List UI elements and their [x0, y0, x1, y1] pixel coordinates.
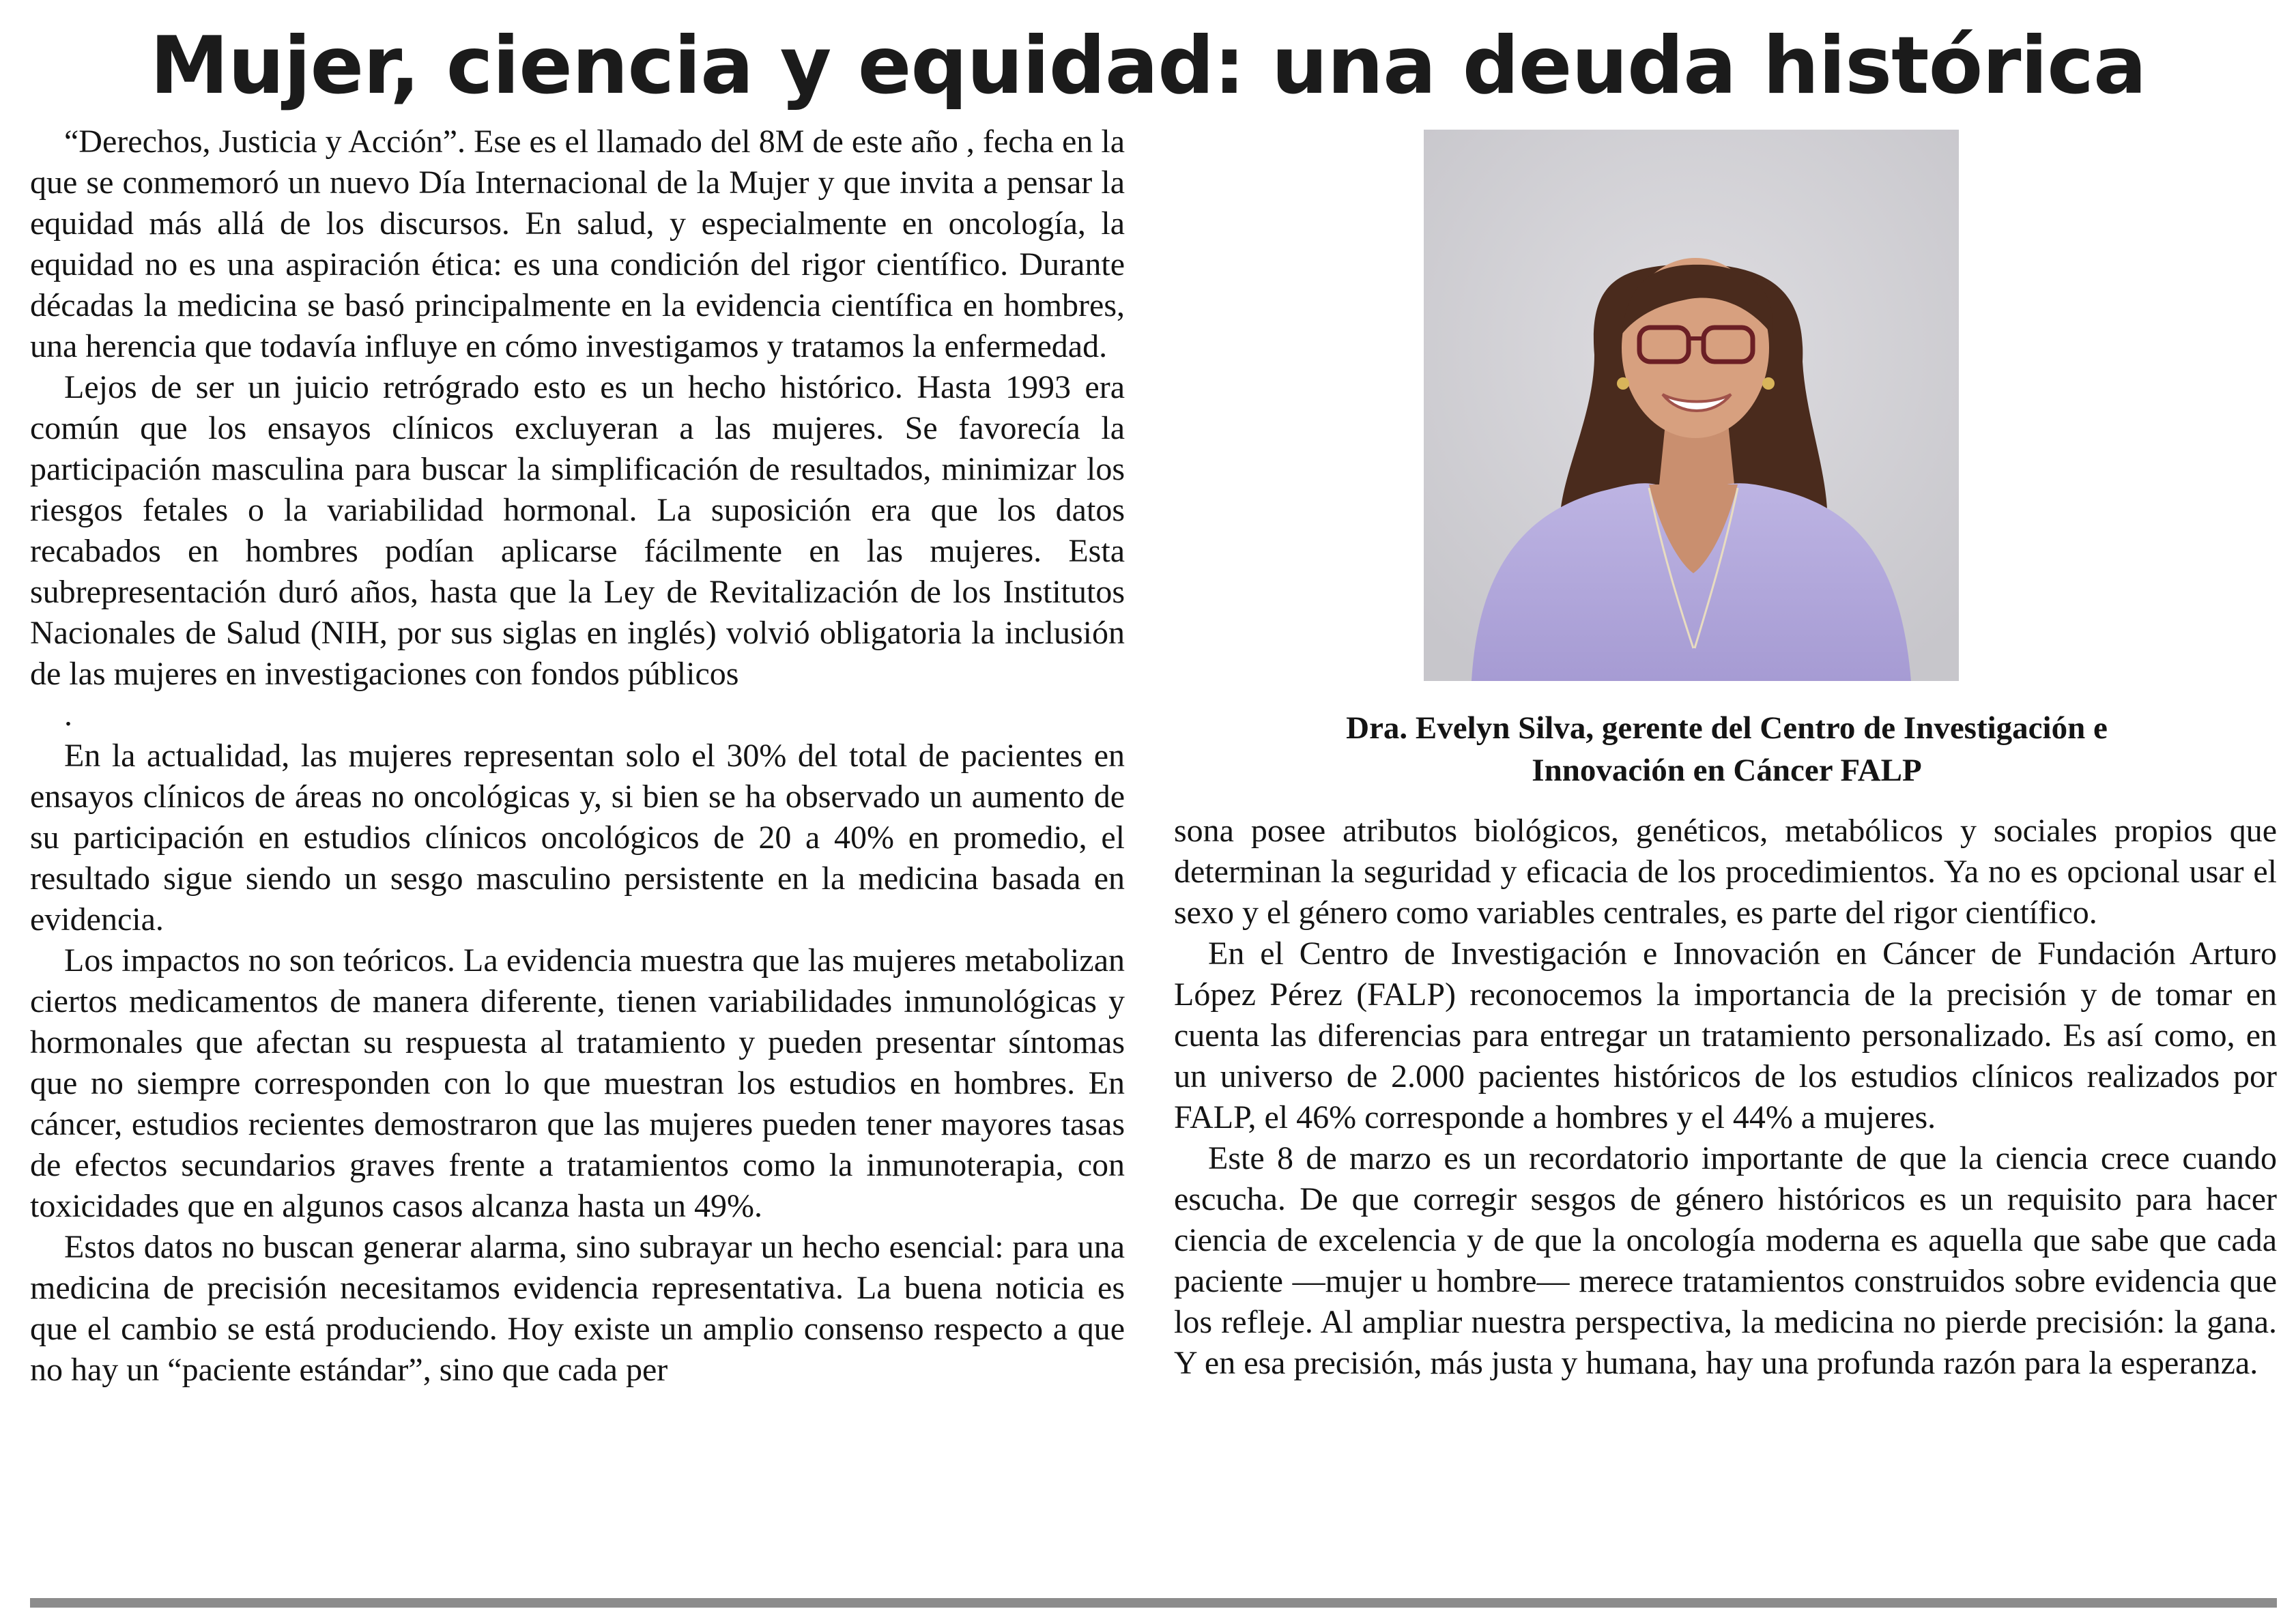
portrait-illustration [1424, 130, 1959, 681]
paragraph-1: “Derechos, Justicia y Acción”. Ese es el llamado del 8M de este año , fecha en la que se conmemoró un nuevo Día Internacional de la Mujer y que invita a pensar la equidad más allá de los discursos. En salud, y especialmente en oncología, la equidad no es una aspiración ética: es una condición del rigor científico. Durante décadas la medicina se basó principalmente en la evidencia científica en hombres, una herencia que todavía influye en cómo investigamos y tratamos la enfermedad. [30, 124, 1125, 364]
left-column [30, 121, 1125, 1391]
caption-line-2: Innovación en Cáncer FALP [1532, 753, 1922, 788]
stray-period: . [64, 697, 72, 733]
article-title: Mujer, ciencia y equidad: una deuda histórica [149, 20, 2147, 112]
paragraph-5: Estos datos no buscan generar alarma, sino subrayar un hecho esencial: para una medicina de precisión necesitamos evidencia representativa. La buena noticia es que el cambio se está produciendo. Hoy existe un amplio consenso respecto a que no hay un “paciente estándar”, sino que cada per [30, 1229, 1125, 1388]
caption-line-1: Dra. Evelyn Silva, gerente del Centro de Investigación e [1346, 710, 2108, 746]
photo-caption [1242, 707, 2211, 792]
paragraph-7: En el Centro de Investigación e Innovación en Cáncer de Fundación Arturo López Pérez (FALP) reconocemos la importancia de la precisión y de tomar en cuenta las diferencias para entregar un tratamiento personalizado. Es así como, en un universo de 2.000 pacientes históricos de los estudios clínicos realizados por FALP, el 46% corresponde a hombres y el 44% a mujeres. [1174, 936, 2277, 1135]
right-column [1174, 811, 2277, 1384]
paragraph-2: Lejos de ser un juicio retrógrado esto es un hecho histórico. Hasta 1993 era común que los ensayos clínicos excluyeran a las mujeres. Se favorecía la participación masculina para buscar la simplificación de resultados, minimizar los riesgos fetales o la variabilidad hormonal. La suposición era que los datos recabados en hombres podían aplicarse fácilmente en las mujeres. Esta subrepresentación duró años, hasta que la Ley de Revitalización de los Institutos Nacionales de Salud (NIH, por sus siglas en inglés) volvió obligatoria la inclusión de las mujeres en investigaciones con fondos públicos [30, 369, 1125, 692]
bottom-rule [30, 1598, 2277, 1608]
paragraph-6: sona posee atributos biológicos, genéticos, metabólicos y sociales propios que determinan la seguridad y eficacia de los procedimientos. Ya no es opcional usar el sexo y el género como variables centrales, es parte del rigor científico. [1174, 813, 2277, 931]
author-photo [1424, 130, 1959, 681]
paragraph-4: Los impactos no son teóricos. La evidencia muestra que las mujeres metabolizan ciertos medicamentos de manera diferente, tienen variabilidades inmunológicas y hormonales que afectan su respuesta al tratamiento y pueden presentar síntomas que no siempre corresponden con lo que muestran los estudios en hombres. En cáncer, estudios recientes demostraron que las mujeres pueden tener mayores tasas de efectos secundarios graves frente a tratamientos como la inmunoterapia, con toxicidades que en algunos casos alcanza hasta un 49%. [30, 942, 1125, 1224]
paragraph-3: En la actualidad, las mujeres representan solo el 30% del total de pacientes en ensayos clínicos de áreas no oncológicas y, si bien se ha observado un aumento de su participación en estudios clínicos oncológicos de 20 a 40% en promedio, el resultado sigue siendo un sesgo masculino persistente en la medicina basada en evidencia. [30, 738, 1125, 938]
paragraph-8: Este 8 de marzo es un recordatorio importante de que la ciencia crece cuando escucha. De que corregir sesgos de género históricos es un requisito para hacer ciencia de excelencia y de que la oncología moderna es aquella que sabe que cada paciente —mujer u hombre— merece tratamientos construidos sobre evidencia que los refleje. Al ampliar nuestra perspectiva, la medicina no pierde precisión: la gana. Y en esa precisión, más justa y humana, hay una profunda razón para la esperanza. [1174, 1140, 2277, 1381]
